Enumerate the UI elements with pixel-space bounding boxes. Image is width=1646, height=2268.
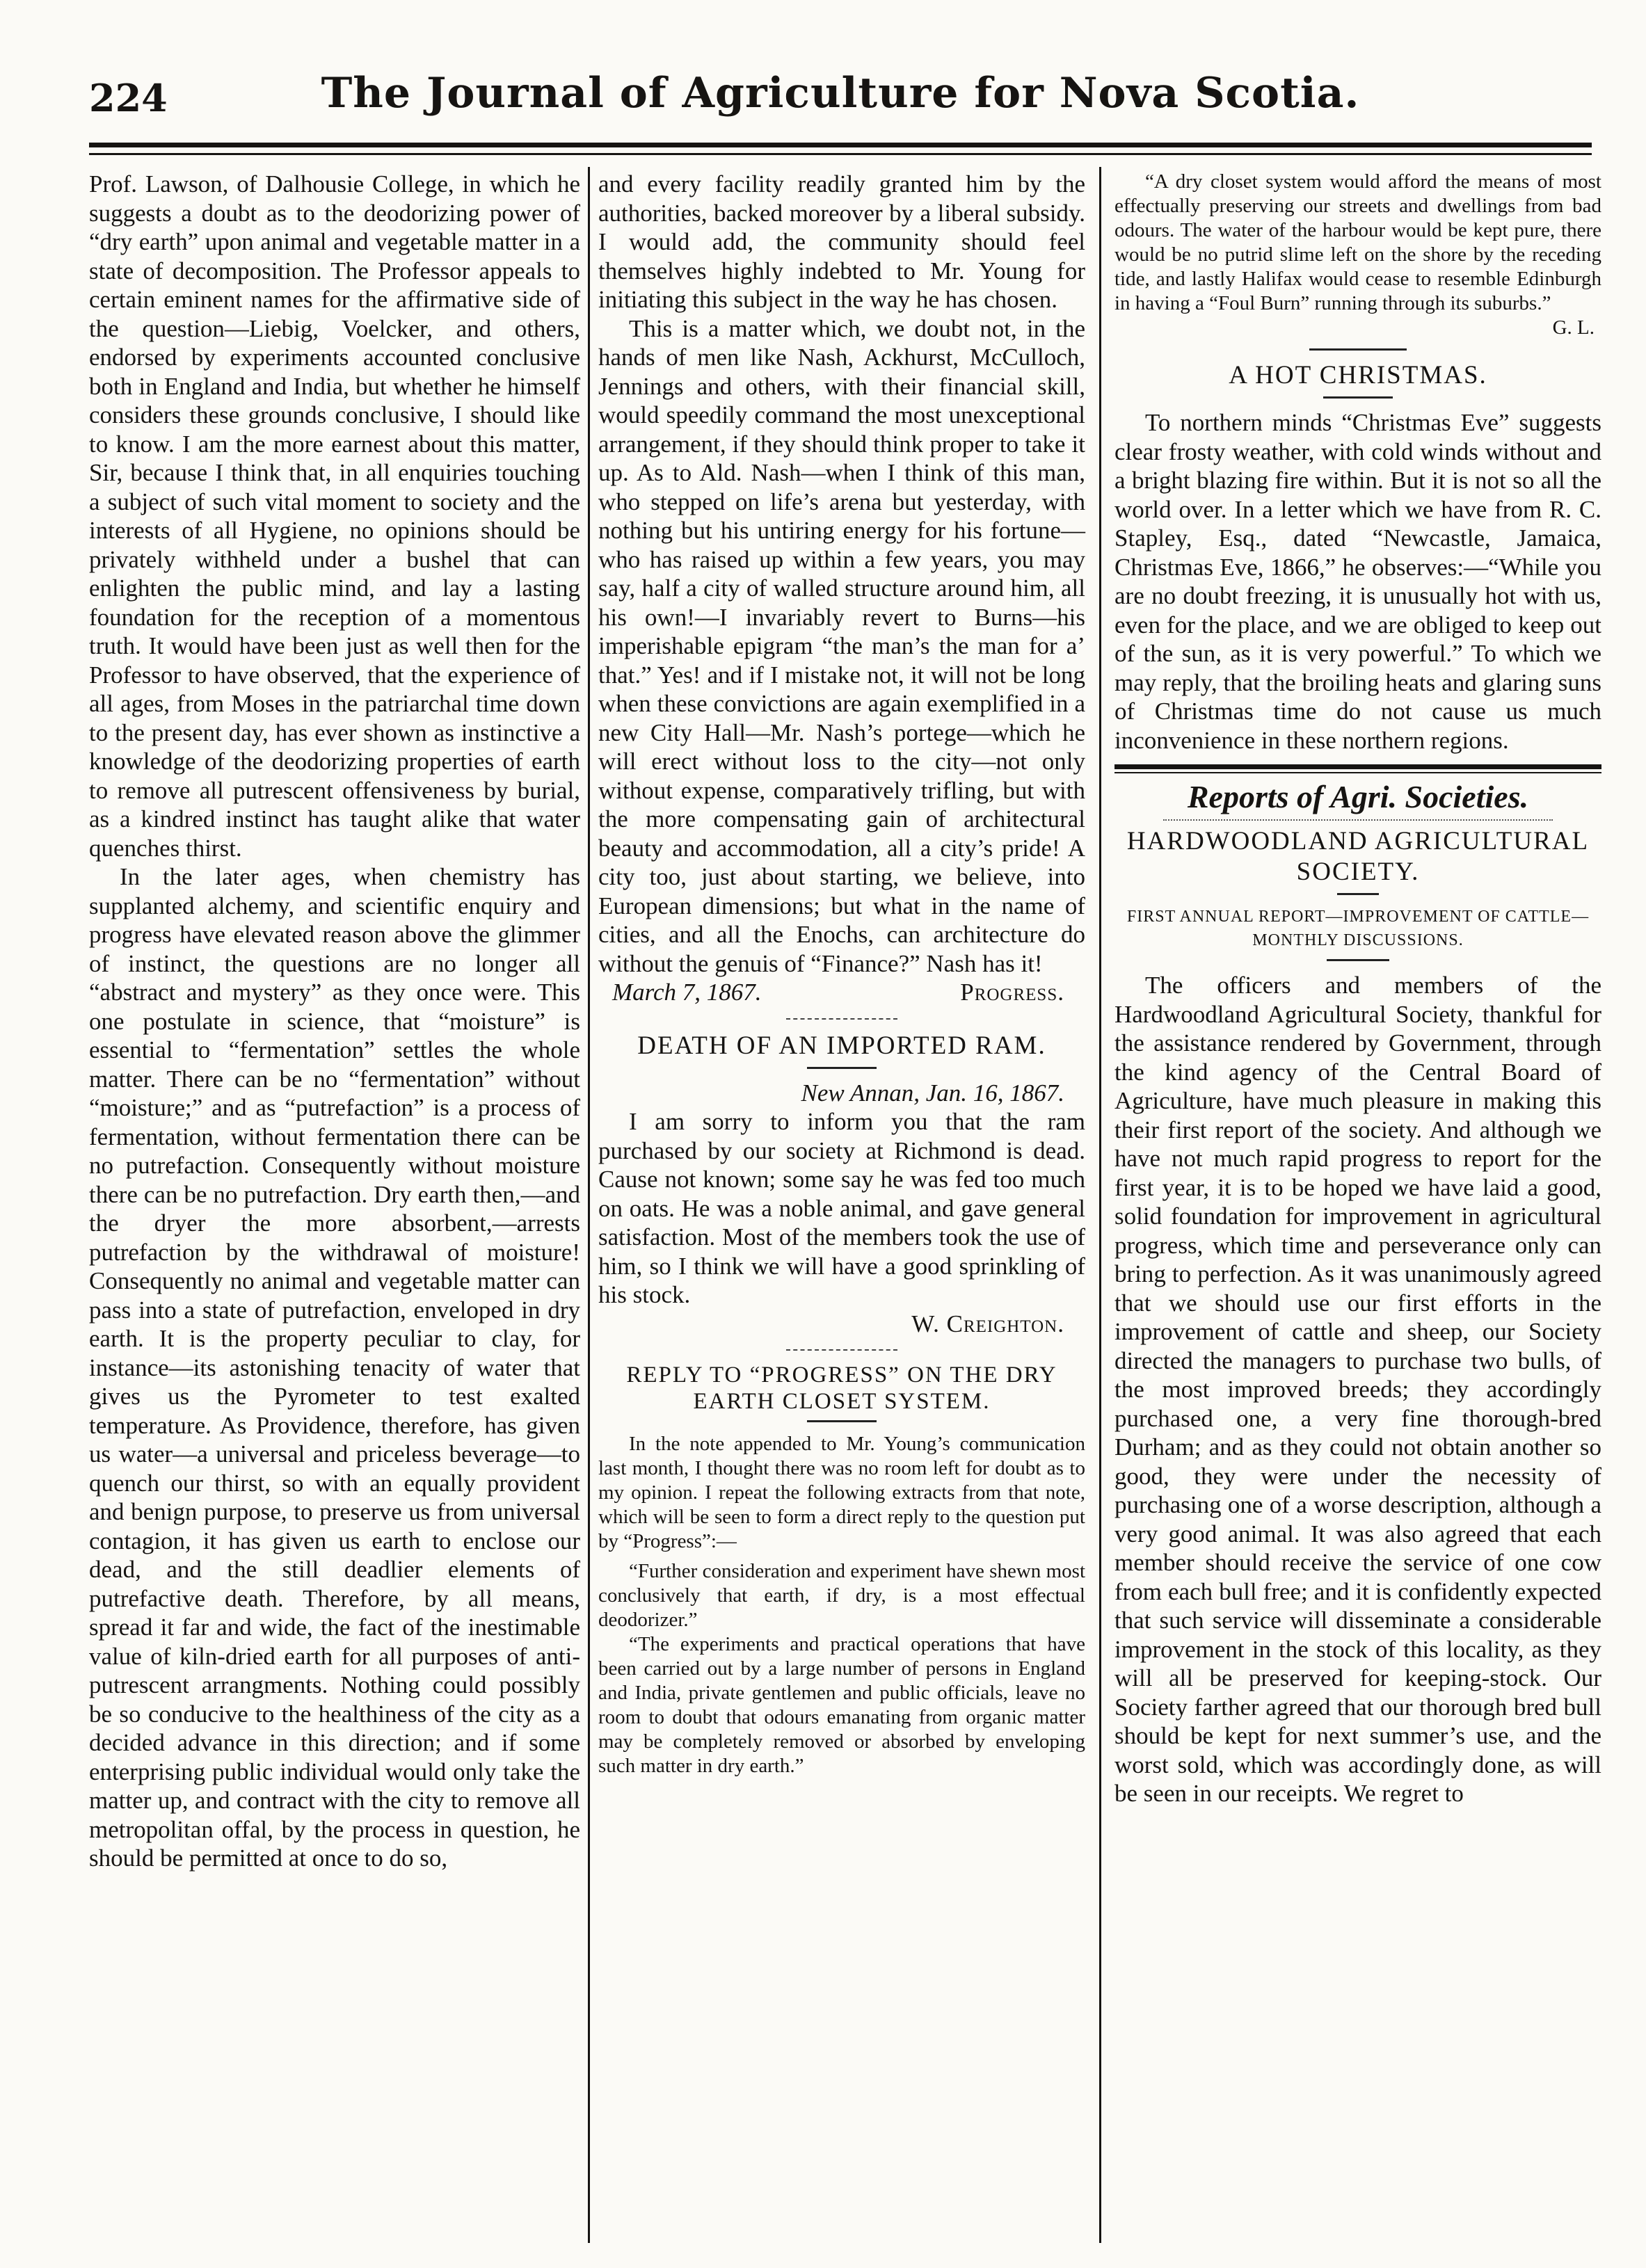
- closet-quote: “A dry closet system would afford the means of most effectually preserving our streets and dwellings from bad odours. The water of the harbour would be kept pure, there would be no putrid slime left on the shore by the receding tide, and lastly Halifax would cease to resemble Edinburgh in having a “Foul Burn” running through its suburbs.”: [1114, 170, 1601, 314]
- ram-body: I am sorry to inform you that the ram purchased by our society at Richmond is dead. Cause not known; some say he was fed too much on oats. He was a noble animal, and gave general satisfaction. Most of the members took the use of him, so I think we will have a good sprinkling of his stock.: [598, 1108, 1085, 1308]
- ram-dateline: New Annan, Jan. 16, 1867.: [801, 1079, 1064, 1107]
- column-left: [89, 170, 580, 1873]
- column-right: [1114, 170, 1601, 1808]
- ram-signature: W. Creighton.: [911, 1310, 1064, 1337]
- title-underline: [807, 1067, 877, 1069]
- letter-signature: Progress.: [960, 979, 1064, 1006]
- section-separator: [1327, 959, 1389, 961]
- society-body: The officers and members of the Hardwoodland Agricultural Society, thankful for the assistance rendered by Government, through the kind agency of the Central Board of Agriculture, have much pleasure in making this their first report of the society. And although we have not much rapid progress to report for the first year, it is to be hoped we have laid a good, solid foundation for improvement in agricultural progress, which time and perseverance only can bring to perfection. As it was unanimously agreed that we should use our first efforts in the improvement of cattle and sheep, our Society directed the managers to purchase two bulls, of the most improved breeds; they accordingly purchased one, a very fine thorough-bred Durham; and as they could not obtain another so good, they were under the necessity of purchasing one of a worse description, although a very good animal. It was also agreed that each member should receive the service of one cow from each bull free; and it is confidently expected that such service will disseminate a considerable improvement in the stock of this locality, as they will all be preserved for keeping-stock. Our Society farther agreed that our thorough bred bull should be kept for next summer’s use, and the worst sold, which was accordingly done, as will be seen in our receipts. We regret to: [1114, 972, 1601, 1807]
- letter-date: March 7, 1867.: [612, 979, 762, 1006]
- section-separator: [786, 1018, 897, 1020]
- quote-signature: G. L.: [1552, 316, 1595, 339]
- christmas-body: To northern minds “Christmas Eve” suggests clear frosty weather, with cold winds without and a bright blazing fire within. But it is not so all the world over. In a letter which we have from R. C. Stapley, Esq., dated “Newcastle, Jamaica, Christmas Eve, 1866,” he observes:—“While you are no doubt freezing, it is unusually hot with us, even for the place, and we are obliged to keep out of the sun, as it is very powerful.” To which we may reply, that the broiling heats and glaring suns of Christmas time do not cause us much inconvenience in these northern regions.: [1114, 409, 1601, 754]
- article-title-christmas: A HOT CHRISTMAS.: [1229, 361, 1487, 389]
- column-divider: [588, 167, 590, 2243]
- heading-dots: [1163, 819, 1553, 821]
- article-title-ram: DEATH OF AN IMPORTED RAM.: [637, 1031, 1046, 1060]
- title-underline: [807, 1420, 877, 1422]
- section-separator: [786, 1349, 897, 1351]
- page-number: 224: [89, 76, 168, 120]
- reply-quote: “The experiments and practical operations that have been carried out by a large number of persons in England and India, private gentlemen and public officials, leave no room to doubt that odours emanating from organic matter may be completely removed or absorbed by enveloping such matter in dry earth.”: [598, 1633, 1085, 1777]
- reply-quote: “Further consideration and experiment have shewn most conclusively that earth, if dry, is a most effectual deodorizer.”: [598, 1560, 1085, 1631]
- header-rule-thick: [89, 143, 1592, 147]
- header-rule-thin: [89, 153, 1592, 155]
- article-paragraph: This is a matter which, we doubt not, in the hands of men like Nash, Ackhurst, McCulloch, Jennings and others, with their financial skill, would speedily command the most unexceptional arrangement, if they should think proper to take it up. As to Ald. Nash—when I think of this man, who stepped on life’s arena but yesterday, with nothing but his untiring energy for his fortune—who has raised up within a few years, you may say, half a city of walled structure around him, all his own!—I invariably revert to Burns—his imperishable epigram “the man’s the man for a’ that.” Yes! and if I mistake not, it will not be long when these convictions are again exemplified in a new City Hall—Mr. Nash’s portege—which he will erect without loss to the city—not only without expense, comparatively trifling, but with the more compensating gain of architectural beauty and accommodation, all a city’s pride! A city too, just about starting, we believe, into European dimensions; but what in the name of cities, and all the Enochs, can architecture do without the genuis of “Finance?” Nash has it!: [598, 314, 1085, 977]
- society-title: HARDWOODLAND AGRICULTURAL SOCIETY.: [1126, 827, 1590, 886]
- section-separator: [1309, 348, 1407, 351]
- title-underline: [1323, 396, 1393, 399]
- reply-body: In the note appended to Mr. Young’s communication last month, I thought there was no room left for doubt as to my opinion. I repeat the following extracts from that note, which will be seen to form a direct reply to the question put by “Progress”:—: [598, 1433, 1085, 1552]
- article-title-reply: REPLY TO “PROGRESS” ON THE DRY EARTH CLOSET SYSTEM.: [626, 1362, 1057, 1414]
- article-paragraph: and every facility readily granted him by the authorities, backed moreover by a liberal subsidy. I would add, the community should feel themselves highly indebted to Mr. Young for initiating this subject in the way he has chosen.: [598, 170, 1085, 313]
- column-divider: [1099, 167, 1101, 2243]
- article-paragraph: Prof. Lawson, of Dalhousie College, in which he suggests a doubt as to the deodorizing power of “dry earth” upon animal and vegetable matter in a state of decomposition. The Professor appeals to certain eminent names for the affirmative side of the question—Liebig, Voelcker, and others, endorsed by experiments accounted conclusive both in England and India, but whether he himself considers these grounds conclusive, I should like to know. I am the more earnest about this matter, Sir, because I think that, in all enquiries touching a subject of such vital moment to society and the interests of all Hygiene, no opinions should be privately withheld under a bushel that can enlighten the public mind, and lay a lasting foundation for the reception of a momentous truth. It would have been just as well then for the Professor to have observed, that the experience of all ages, from Moses in the patriarchal time down to the present day, has ever shown as instinctive a knowledge of the deodorizing properties of earth to remove all putrescent offensiveness by burial, as a kindred instinct has taught alike that water quenches thirst.: [89, 170, 580, 862]
- letter-dateline: [598, 978, 1085, 1007]
- article-paragraph: In the later ages, when chemistry has supplanted alchemy, and scientific enquiry and progress have elevated reason above the glimmer of instinct, the questions are no longer all “abstract and mystery” as they once were. This one postulate in science, that “moisture” is essential to “fermentation” settles the whole matter. There can be no “fermentation” without “moisture;” and as “putrefaction” is a process of fermentation, without fermentation there can be no putrefaction. Consequently without moisture there can be no putrefaction. Dry earth then,—and the dryer the more absorbent,—arrests putrefaction by the withdrawal of moisture! Consequently no animal and vegetable matter can pass into a state of putrefaction, enveloped in dry earth. It is the property peculiar to clay, for instance—its astonishing tenacity of water that gives us the Pyrometer to test exalted temperature. As Providence, therefore, has given us water—a universal and priceless beverage—to quench our thirst, so with an equally provident and benign purpose, to preserve us from universal contagion, it has given us earth to enclose our dead, and the still deadlier elements of putrefactive death. Therefore, by all means, spread it far and wide, the fact of the inestimable value of kiln-dried earth for all purposes of anti-putrescent arrangments. Nothing could possibly be so conducive to the healthiness of the city as a decided advance in this direction; and if some enterprising public individual would only take the matter up, and contract with the city to remove all metropolitan offal, by the process in question, he should be permitted at once to do so,: [89, 863, 580, 1872]
- section-heading: Reports of Agri. Societies.: [1187, 779, 1529, 814]
- running-title: The Journal of Agriculture for Nova Scotia.: [321, 69, 1360, 118]
- column-middle: [598, 170, 1085, 1778]
- section-rule-thick: [1114, 764, 1601, 769]
- title-underline: [1337, 893, 1379, 895]
- section-rule-thin: [1114, 772, 1601, 773]
- society-subtitle: FIRST ANNUAL REPORT—IMPROVEMENT OF CATTLE—MONTHLY DISCUSSIONS.: [1126, 908, 1590, 949]
- page-header: [89, 66, 1592, 136]
